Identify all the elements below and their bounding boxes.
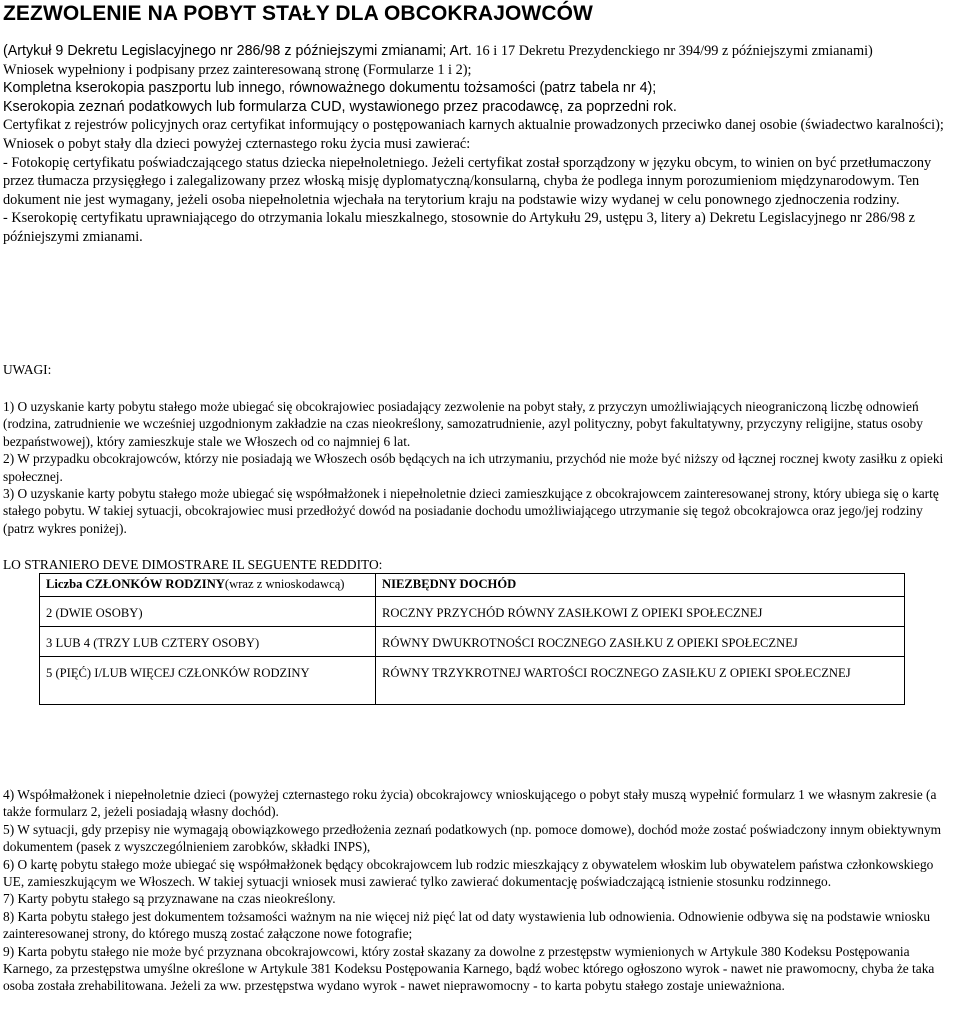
table-cell-income: RÓWNY TRZYKROTNEJ WARTOŚCI ROCZNEGO ZASIŁKU Z OPIEKI SPOŁECZNEJ xyxy=(376,657,905,705)
requirement-tax-return: Kserokopia zeznań podatkowych lub formularza CUD, wystawionego przez pracodawcę, za poprzedni rok. xyxy=(3,98,677,115)
requirement-application-form: Wniosek wypełniony i podpisany przez zainteresowaną stronę (Formularze 1 i 2); xyxy=(3,61,472,78)
header-family-members-bold: Liczba CZŁONKÓW RODZINY xyxy=(46,577,225,591)
table-cell-members: 3 LUB 4 (TRZY LUB CZTERY OSOBY) xyxy=(40,627,376,657)
uwagi-heading: UWAGI: xyxy=(3,362,52,377)
header-required-income-label: NIEZBĘDNY DOCHÓD xyxy=(382,577,517,591)
table-row xyxy=(40,657,905,705)
page-title: ZEZWOLENIE NA POBYT STAŁY DLA OBCOKRAJOWCÓW xyxy=(3,2,593,25)
legal-reference xyxy=(3,42,957,61)
header-family-members xyxy=(40,574,376,597)
requirement-housing-certificate: - Kserokopię certyfikatu uprawniającego do otrzymania lokalu mieszkalnego, stosownie do Artykułu 29, ustępu 3, litery a) Dekretu Legislacyjnego nr 286/98 z późniejszymi zmianami. xyxy=(3,210,915,245)
minor-certificate-part-a: - Fotokopię certyfikatu poświadczającego status dziecka niepełnoletniego. xyxy=(3,154,429,171)
requirement-children-heading: Wniosek o pobyt stały dla dzieci powyżej czternastego roku życia musi zawierać: xyxy=(3,135,471,152)
income-table xyxy=(39,573,905,705)
header-required-income xyxy=(376,574,905,597)
requirement-minor-certificate xyxy=(3,154,957,210)
note-9: 9) Karta pobytu stałego nie może być przyznana obcokrajowcowi, który został skazany za dowolne z przestępstw wymienionych w Artykule 380 Kodeksu Postępowania Karnego, za przestępstwa umyślne określone w Artykule 381 Kodeksu Postępowania Karnego, bądź wobec którego ogłoszono wyrok - nawet nie prawomocny, chyba że taka osoba została zrehabilitowana. Jeżeli za ww. przestępstwa wydano wyrok - nawet nieprawomocny - to karta pobytu stałego zostaje unieważniona. xyxy=(3,943,935,994)
table-row xyxy=(40,597,905,627)
note-2: 2) W przypadku obcokrajowców, którzy nie posiadają we Włoszech osób będących na ich utrzymaniu, przychód nie może być niższy od łącznej rocznej kwoty zasiłku z opieki społecznej. xyxy=(3,451,944,484)
intro-section xyxy=(3,42,957,247)
note-7: 7) Karty pobytu stałego są przyznawane na czas nieokreślony. xyxy=(3,891,336,907)
header-family-members-rest: (wraz z wnioskodawcą) xyxy=(224,577,345,591)
note-3: 3) O uzyskanie karty pobytu stałego może ubiegać się współmałżonek i niepełnoletnie dzieci zamieszkujące z obcokrajowcem zainteresowanej strony, który ubiega się o kartę stałego pobytu. W takiej sytuacji, obcokrajowiec musi przedłożyć dowód na posiadanie dochodu umożliwiającego utrzymanie się tegoż obcokrajowca oraz jego/jej rodziny (patrz wykres poniżej). xyxy=(3,486,939,536)
note-4: 4) Współmałżonek i niepełnoletnie dzieci (powyżej czternastego roku życia) obcokrajowcy wnioskującego o pobyt stały muszą wypełnić formularz 1 we własnym zakresie (a także formularz 2, jeżeli posiadają własny dochód). xyxy=(3,787,937,820)
table-header-row xyxy=(40,574,905,597)
note-8: 8) Karta pobytu stałego jest dokumentem tożsamości ważnym na nie więcej niż pięć lat od daty wystawienia lub odnowienia. Odnowienie odbywa się na podstawie wniosku zainteresowanej strony, do którego muszą zostać załączone nowe fotografie; xyxy=(3,908,931,942)
note-1: 1) O uzyskanie karty pobytu stałego może ubiegać się obcokrajowiec posiadający zezwolenie na pobyt stały, z przyczyn umożliwiających nieograniczoną liczbę odnowień (rodzina, zatrudnienie we wcześniej uzgodnionym zakładzie na czas nieokreślony, samozatrudnienie, azyl polityczny, pobyt fakultatywny, przyczyny religijne, status osoby bezpaństwowej), który zamieszkuje stale we Włoszech od co najmniej 6 lat. xyxy=(3,399,923,449)
note-5: 5) W sytuacji, gdy przepisy nie wymagają obowiązkowego przedłożenia zeznań podatkowych (np. pomoce domowe), dochód może zostać poświadczony innym obiektywnym dokumentem (pasek z wyszczególnieniem zarobków, składki INPS), xyxy=(3,821,942,855)
requirement-police-certificate: Certyfikat z rejestrów policyjnych oraz certyfikat informujący o postępowaniach karnych aktualnie prowadzonych przeciwko danej osobie (świadectwo karalności); xyxy=(3,117,944,134)
requirement-passport-copy: Kompletna kserokopia paszportu lub innego, równoważnego dokumentu tożsamości (patrz tabela nr 4); xyxy=(3,80,657,97)
table-cell-members: 5 (PIĘĆ) I/LUB WIĘCEJ CZŁONKÓW RODZINY xyxy=(40,657,376,705)
table-cell-income: RÓWNY DWUKROTNOŚCI ROCZNEGO ZASIŁKU Z OPIEKI SPOŁECZNEJ xyxy=(376,627,905,657)
table-row xyxy=(40,627,905,657)
table-cell-members: 2 (DWIE OSOBY) xyxy=(40,597,376,627)
notes-section-a xyxy=(3,398,957,537)
table-cell-income: ROCZNY PRZYCHÓD RÓWNY ZASIŁKOWI Z OPIEKI SPOŁECZNEJ xyxy=(376,597,905,627)
note-6: 6) O kartę pobytu stałego może ubiegać się współmałżonek będący obcokrajowcem lub rodzic mieszkający z obywatelem włoskim lub obywatelem państwa członkowskiego UE, zamieszkującym we Włoszech. W takiej sytuacji wniosek musi zawierać tylko zawierać dokumentację poświadczającą istnienie stosunku rodzinnego. xyxy=(3,856,934,890)
notes-section-b xyxy=(3,786,957,995)
minor-certificate-part-b: Jeżeli certyfikat został sporządzony w języku obcym, to winien on być przetłumaczony przez tłumacza przysięgłego i zalegalizowany przez włoską misję dyplomatyczną/konsularną, chyba że podlega innym porozumieniom międzynarodowym. xyxy=(3,154,932,190)
legal-reference-part-b: 16 i 17 Dekretu Prezydenckiego nr 394/99 z późniejszymi zmianami) xyxy=(471,43,873,59)
minor-certificate-part-c: Ten dokument nie jest wymagany, jeżeli osoba niepełnoletnia wjechała na terytorium kraju na podstawie wizy wydanej w celu ponownego zjednoczenia rodziny. xyxy=(3,173,920,208)
income-heading: LO STRANIERO DEVE DIMOSTRARE IL SEGUENTE REDDITO: xyxy=(3,557,383,572)
legal-reference-part-a: (Artykuł 9 Dekretu Legislacyjnego nr 286/98 z późniejszymi zmianami; Art. xyxy=(3,43,472,59)
